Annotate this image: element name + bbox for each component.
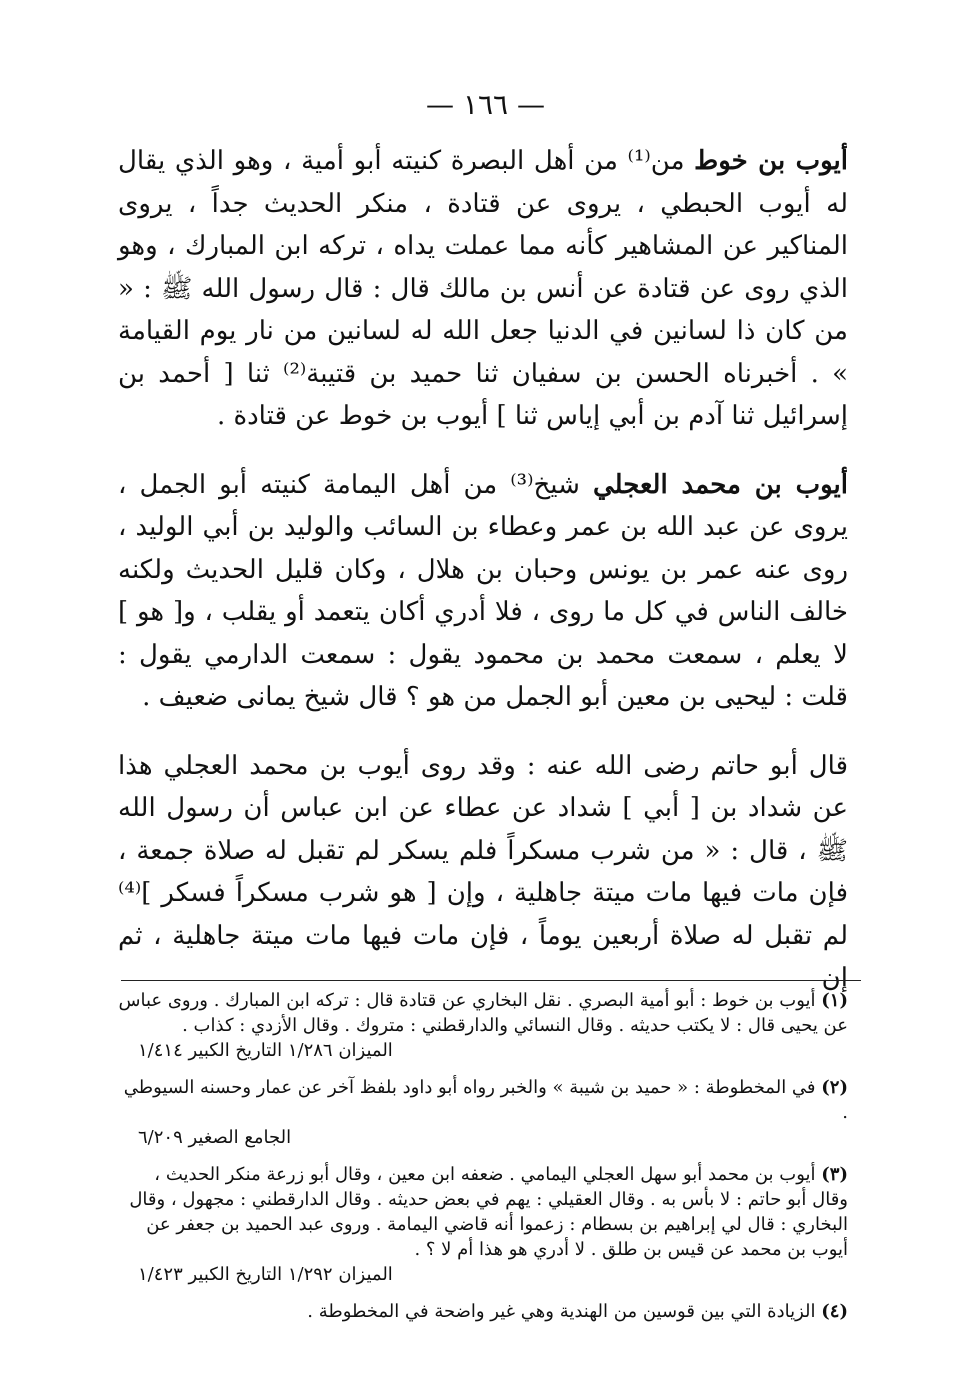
footnote-divider [121,980,861,981]
footnote [118,1075,848,1150]
footnote-text: الزيادة التي بين قوسين من الهندية وهي غير واضحة في المخطوطة . [307,1301,816,1322]
footnote [118,1299,848,1324]
entry-paragraph [118,140,848,438]
footnote-number: (٢) [821,1077,848,1098]
footnote [118,988,848,1063]
entry-paragraph [118,464,848,719]
entry-abu-hatim-comment [118,745,848,1000]
entry-lead: أيوب بن محمد العجلي [592,469,848,500]
main-text [118,140,848,1026]
footnote-source: الميزان ١/٢٨٦ التاريخ الكبير ١/٤١٤ [138,1040,393,1061]
entry-lead: أيوب بن خوط [694,146,849,176]
footnote-text: في المخطوطة : « حميد بن شيبة » والخبر رواه أبو داود بلفظ آخر عن عمار وحسنه السيوطي . [123,1077,848,1123]
footnote-text: أيوب بن خوط : أبو أمية البصري . نقل البخاري عن قتادة قال : تركه ابن المبارك . وروى عباس عن يحيى قال : لا يكتب حديثه . وقال النسائي والدارقطني : متروك . وقال الأزدي : كذاب . [118,990,848,1036]
footnote-number: (١) [821,990,848,1011]
footnote-source: الميزان ١/٢٩٢ التاريخ الكبير ١/٤٢٣ [138,1264,393,1285]
footnote-text: أيوب بن محمد أبو سهل العجلي اليمامي . ضعفه ابن معين ، وقال أبو زرعة منكر الحديث ، وقال أبو حاتم : لا بأس به . وقال العقيلي : يهم في بعض حديثه . وقال الدارقطني : مجهول ، وقال البخاري : قال لي إبراهيم بن بسطام : زعموا أنه قاضي اليمامة . وروى عبد الحميد بن جعفر عن أيوب بن محمد عن قيس بن طلق . لا أدري هو هذا أم لا ؟ . [129,1164,848,1260]
entry-text: شيخ⁽³⁾ من أهل اليمامة كنيته أبو الجمل ، يروى عن عبد الله بن عمر وعطاء بن السائب والوليد بن أبي الوليد ، روى عنه عمر بن يونس وحبان بن هلال ، وكان قليل الحديث ولكنه خالف الناس في كل ما روى ، فلا أدري أكان يتعمد أو يقلب ، و[ هو ] لا يعلم ، سمعت محمد بن محمود يقول : سمعت الدارمي يقول : قلت : ليحيى بن معين أبو الجمل من هو ؟ قال شيخ يمانى ضعيف . [118,469,848,712]
entry-paragraph [118,745,848,1000]
footnote-number: (٣) [821,1164,848,1185]
entry-text: من⁽¹⁾ من أهل البصرة كنيته أبو أمية ، وهو الذي يقال له أيوب الحبطي ، يروى عن قتادة ، منكر الحديث جداً ، يروى المناكير عن المشاهير كأنه مما عملت يداه ، تركه ابن المبارك ، وهو الذي روى عن قتادة عن أنس بن مالك قال : قال رسول الله ﷺ : « من كان ذا لسانين في الدنيا جعل الله له لسانين من نار يوم القيامة » . أخبرناه الحسن بن سفيان ثنا حميد بن قتيبة⁽²⁾ ثنا [ أحمد بن إسرائيل ثنا آدم بن أبي إياس ثنا ] أيوب بن خوط عن قتادة . [118,146,848,431]
footnote-number: (٤) [821,1301,848,1322]
entry-ayyub-ibn-khawt [118,140,848,438]
page-number: — ١٦٦ — [426,88,545,121]
entry-text: قال أبو حاتم رضى الله عنه : وقد روى أيوب بن محمد العجلي هذا عن شداد بن [ أبي ] شداد عن عطاء عن ابن عباس أن رسول الله ﷺ ، قال : « من شرب مسكراً فلم يسكر لم تقبل له صلاة جمعة ، فإن مات فيها مات ميتة جاهلية ، وإن [ هو شرب مسكراً فسكر ]⁽⁴⁾ لم تقبل له صلاة أربعين يوماً ، فإن مات فيها مات ميتة جاهلية ، ثم إن [118,750,848,993]
entry-ayyub-ibn-muhammad [118,464,848,719]
footnotes [118,988,848,1336]
footnote-source: الجامع الصغير ٦/٢٠٩ [138,1127,292,1148]
footnote [118,1162,848,1287]
